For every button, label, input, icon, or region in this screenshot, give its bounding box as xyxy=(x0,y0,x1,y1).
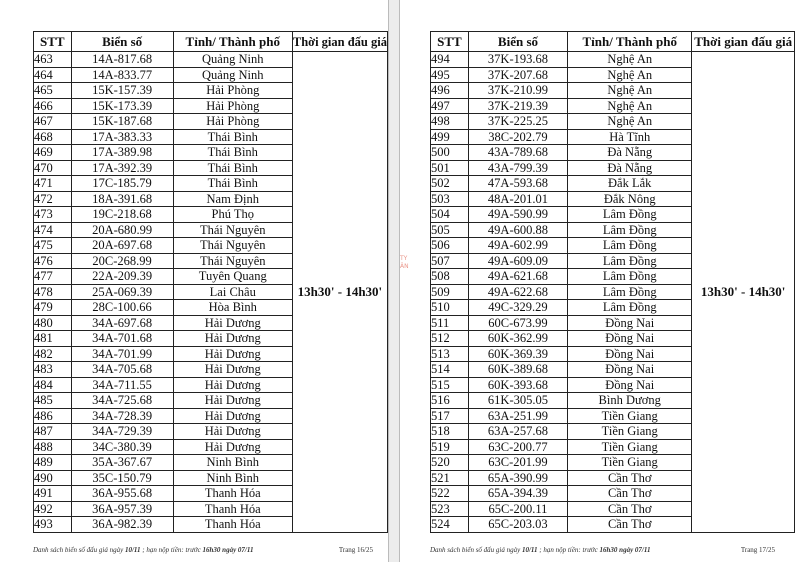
row-stt: 464 xyxy=(34,67,72,83)
table-header-row xyxy=(34,32,388,52)
row-city: Đồng Nai xyxy=(568,346,692,362)
row-stt: 510 xyxy=(431,300,469,316)
header-plate: Biển số xyxy=(71,32,173,52)
row-city: Thanh Hóa xyxy=(173,517,292,533)
page-number: Trang 16/25 xyxy=(338,546,373,554)
row-stt: 522 xyxy=(431,486,469,502)
row-plate: 49A-621.68 xyxy=(468,269,567,285)
row-plate: 18A-391.68 xyxy=(71,191,173,207)
row-plate: 17A-389.98 xyxy=(71,145,173,161)
table-row xyxy=(34,52,388,68)
row-city: Thái Nguyên xyxy=(173,253,292,269)
row-stt: 505 xyxy=(431,222,469,238)
row-plate: 37K-225.25 xyxy=(468,114,567,130)
row-city: Thái Bình xyxy=(173,145,292,161)
row-plate: 34A-728.39 xyxy=(71,408,173,424)
row-plate: 38C-202.79 xyxy=(468,129,567,145)
row-city: Cần Thơ xyxy=(568,501,692,517)
row-plate: 60K-369.39 xyxy=(468,346,567,362)
row-stt: 466 xyxy=(34,98,72,114)
row-city: Nghệ An xyxy=(568,83,692,99)
footer-date: 10/11 xyxy=(521,546,538,554)
row-plate: 35C-150.79 xyxy=(71,470,173,486)
row-stt: 493 xyxy=(34,517,72,533)
row-stt: 480 xyxy=(34,315,72,331)
row-plate: 20C-268.99 xyxy=(71,253,173,269)
row-city: Cần Thơ xyxy=(568,470,692,486)
row-plate: 37K-207.68 xyxy=(468,67,567,83)
row-stt: 521 xyxy=(431,470,469,486)
header-time: Thời gian đấu giá xyxy=(292,32,387,52)
row-plate: 65A-394.39 xyxy=(468,486,567,502)
page-footer-note xyxy=(430,546,650,554)
row-stt: 495 xyxy=(431,67,469,83)
row-stt: 514 xyxy=(431,362,469,378)
row-plate: 63C-200.77 xyxy=(468,439,567,455)
row-city: Hải Dương xyxy=(173,408,292,424)
row-city: Lâm Đồng xyxy=(568,269,692,285)
row-stt: 468 xyxy=(34,129,72,145)
row-stt: 475 xyxy=(34,238,72,254)
table-row xyxy=(431,52,795,68)
row-stt: 524 xyxy=(431,517,469,533)
row-city: Cần Thơ xyxy=(568,517,692,533)
row-plate: 34A-701.68 xyxy=(71,331,173,347)
row-plate: 15K-173.39 xyxy=(71,98,173,114)
row-stt: 471 xyxy=(34,176,72,192)
row-stt: 520 xyxy=(431,455,469,471)
auction-time-cell: 13h30' - 14h30' xyxy=(692,52,795,533)
row-stt: 488 xyxy=(34,439,72,455)
row-stt: 506 xyxy=(431,238,469,254)
row-city: Hải Dương xyxy=(173,393,292,409)
footer-deadline: 16h30 ngày 07/11 xyxy=(202,546,254,554)
row-city: Thái Bình xyxy=(173,176,292,192)
row-plate: 34A-729.39 xyxy=(71,424,173,440)
row-stt: 516 xyxy=(431,393,469,409)
row-stt: 511 xyxy=(431,315,469,331)
header-city: Tỉnh/ Thành phố xyxy=(568,32,692,52)
row-stt: 467 xyxy=(34,114,72,130)
table-header-row xyxy=(431,32,795,52)
row-stt: 477 xyxy=(34,269,72,285)
row-city: Hải Dương xyxy=(173,377,292,393)
row-city: Thái Bình xyxy=(173,129,292,145)
row-city: Thái Nguyên xyxy=(173,222,292,238)
row-plate: 49C-329.29 xyxy=(468,300,567,316)
row-stt: 492 xyxy=(34,501,72,517)
row-city: Phú Thọ xyxy=(173,207,292,223)
row-plate: 60K-389.68 xyxy=(468,362,567,378)
row-plate: 15K-157.39 xyxy=(71,83,173,99)
row-plate: 34A-705.68 xyxy=(71,362,173,378)
row-stt: 501 xyxy=(431,160,469,176)
row-city: Lâm Đồng xyxy=(568,238,692,254)
row-plate: 65C-203.03 xyxy=(468,517,567,533)
row-plate: 49A-609.09 xyxy=(468,253,567,269)
row-plate: 28C-100.66 xyxy=(71,300,173,316)
row-stt: 515 xyxy=(431,377,469,393)
row-city: Đà Nẵng xyxy=(568,160,692,176)
row-city: Bình Dương xyxy=(568,393,692,409)
row-plate: 36A-957.39 xyxy=(71,501,173,517)
row-stt: 485 xyxy=(34,393,72,409)
row-city: Ninh Bình xyxy=(173,455,292,471)
row-city: Đồng Nai xyxy=(568,377,692,393)
header-time: Thời gian đấu giá xyxy=(692,32,795,52)
row-city: Thanh Hóa xyxy=(173,486,292,502)
row-city: Thanh Hóa xyxy=(173,501,292,517)
row-stt: 509 xyxy=(431,284,469,300)
row-city: Hải Dương xyxy=(173,346,292,362)
row-stt: 517 xyxy=(431,408,469,424)
row-stt: 502 xyxy=(431,176,469,192)
row-plate: 37K-193.68 xyxy=(468,52,567,68)
row-city: Nghệ An xyxy=(568,114,692,130)
row-plate: 48A-201.01 xyxy=(468,191,567,207)
row-stt: 481 xyxy=(34,331,72,347)
row-stt: 478 xyxy=(34,284,72,300)
row-stt: 473 xyxy=(34,207,72,223)
row-city: Lâm Đồng xyxy=(568,207,692,223)
row-plate: 37K-210.99 xyxy=(468,83,567,99)
row-plate: 47A-593.68 xyxy=(468,176,567,192)
row-plate: 60K-393.68 xyxy=(468,377,567,393)
row-plate: 63A-257.68 xyxy=(468,424,567,440)
row-plate: 63C-201.99 xyxy=(468,455,567,471)
row-stt: 512 xyxy=(431,331,469,347)
row-stt: 523 xyxy=(431,501,469,517)
row-plate: 20A-697.68 xyxy=(71,238,173,254)
row-stt: 499 xyxy=(431,129,469,145)
row-city: Hải Phòng xyxy=(173,98,292,114)
row-plate: 43A-799.39 xyxy=(468,160,567,176)
row-stt: 486 xyxy=(34,408,72,424)
footer-middle: ; hạn nộp tiền: trước xyxy=(537,546,600,554)
header-stt: STT xyxy=(431,32,469,52)
footer-prefix: Danh sách biển số đấu giá ngày xyxy=(33,546,125,554)
row-city: Hòa Bình xyxy=(173,300,292,316)
row-plate: 37K-219.39 xyxy=(468,98,567,114)
row-city: Lâm Đồng xyxy=(568,284,692,300)
row-plate: 61K-305.05 xyxy=(468,393,567,409)
row-plate: 14A-833.77 xyxy=(71,67,173,83)
row-plate: 15K-187.68 xyxy=(71,114,173,130)
row-plate: 17C-185.79 xyxy=(71,176,173,192)
row-city: Hải Dương xyxy=(173,331,292,347)
row-stt: 504 xyxy=(431,207,469,223)
stamp-fragment: TY ÂN xyxy=(400,255,409,270)
row-city: Ninh Bình xyxy=(173,470,292,486)
row-city: Lâm Đồng xyxy=(568,222,692,238)
row-city: Nam Định xyxy=(173,191,292,207)
row-stt: 496 xyxy=(431,83,469,99)
document-page-16 xyxy=(0,0,389,562)
row-stt: 487 xyxy=(34,424,72,440)
row-stt: 513 xyxy=(431,346,469,362)
row-city: Nghệ An xyxy=(568,52,692,68)
row-city: Thái Nguyên xyxy=(173,238,292,254)
row-city: Hải Dương xyxy=(173,362,292,378)
footer-date: 10/11 xyxy=(124,546,141,554)
row-plate: 43A-789.68 xyxy=(468,145,567,161)
plate-table-left xyxy=(33,31,388,533)
row-stt: 507 xyxy=(431,253,469,269)
row-plate: 14A-817.68 xyxy=(71,52,173,68)
row-plate: 36A-955.68 xyxy=(71,486,173,502)
table-body-left xyxy=(34,52,388,533)
plate-table-right xyxy=(430,31,795,533)
row-city: Hải Dương xyxy=(173,424,292,440)
page-footer-note xyxy=(33,546,253,554)
row-plate: 65C-200.11 xyxy=(468,501,567,517)
row-city: Tiền Giang xyxy=(568,455,692,471)
row-city: Quảng Ninh xyxy=(173,67,292,83)
row-plate: 34A-725.68 xyxy=(71,393,173,409)
row-city: Quảng Ninh xyxy=(173,52,292,68)
row-stt: 500 xyxy=(431,145,469,161)
page-gap xyxy=(389,0,399,562)
footer-middle: ; hạn nộp tiền: trước xyxy=(140,546,203,554)
row-city: Tiền Giang xyxy=(568,439,692,455)
row-stt: 494 xyxy=(431,52,469,68)
row-plate: 34C-380.39 xyxy=(71,439,173,455)
row-plate: 25A-069.39 xyxy=(71,284,173,300)
header-city: Tỉnh/ Thành phố xyxy=(173,32,292,52)
row-city: Hải Phòng xyxy=(173,114,292,130)
document-page-17 xyxy=(399,0,795,562)
row-city: Hà Tĩnh xyxy=(568,129,692,145)
row-stt: 518 xyxy=(431,424,469,440)
row-city: Hải Phòng xyxy=(173,83,292,99)
row-plate: 19C-218.68 xyxy=(71,207,173,223)
table-body-right xyxy=(431,52,795,533)
row-city: Thái Bình xyxy=(173,160,292,176)
row-stt: 491 xyxy=(34,486,72,502)
row-city: Đắk Lắk xyxy=(568,176,692,192)
row-stt: 519 xyxy=(431,439,469,455)
row-plate: 36A-982.39 xyxy=(71,517,173,533)
row-city: Đồng Nai xyxy=(568,315,692,331)
row-plate: 20A-680.99 xyxy=(71,222,173,238)
row-plate: 34A-711.55 xyxy=(71,377,173,393)
row-plate: 60C-673.99 xyxy=(468,315,567,331)
row-city: Đà Nẵng xyxy=(568,145,692,161)
row-stt: 489 xyxy=(34,455,72,471)
row-city: Cần Thơ xyxy=(568,486,692,502)
row-plate: 49A-602.99 xyxy=(468,238,567,254)
row-stt: 474 xyxy=(34,222,72,238)
row-city: Nghệ An xyxy=(568,98,692,114)
row-plate: 17A-383.33 xyxy=(71,129,173,145)
row-stt: 479 xyxy=(34,300,72,316)
row-city: Đồng Nai xyxy=(568,362,692,378)
row-stt: 472 xyxy=(34,191,72,207)
row-plate: 35A-367.67 xyxy=(71,455,173,471)
row-city: Lâm Đồng xyxy=(568,300,692,316)
row-city: Đồng Nai xyxy=(568,331,692,347)
row-city: Đắk Nông xyxy=(568,191,692,207)
row-stt: 476 xyxy=(34,253,72,269)
row-stt: 484 xyxy=(34,377,72,393)
row-city: Tiền Giang xyxy=(568,424,692,440)
page-number: Trang 17/25 xyxy=(740,546,775,554)
row-plate: 34A-701.99 xyxy=(71,346,173,362)
row-stt: 498 xyxy=(431,114,469,130)
footer-deadline: 16h30 ngày 07/11 xyxy=(599,546,651,554)
row-plate: 22A-209.39 xyxy=(71,269,173,285)
row-stt: 469 xyxy=(34,145,72,161)
header-plate: Biển số xyxy=(468,32,567,52)
row-plate: 63A-251.99 xyxy=(468,408,567,424)
row-stt: 465 xyxy=(34,83,72,99)
row-plate: 17A-392.39 xyxy=(71,160,173,176)
row-plate: 49A-590.99 xyxy=(468,207,567,223)
row-stt: 503 xyxy=(431,191,469,207)
row-stt: 483 xyxy=(34,362,72,378)
header-stt: STT xyxy=(34,32,72,52)
row-stt: 482 xyxy=(34,346,72,362)
row-plate: 49A-600.88 xyxy=(468,222,567,238)
row-city: Tiền Giang xyxy=(568,408,692,424)
row-stt: 463 xyxy=(34,52,72,68)
row-city: Lâm Đồng xyxy=(568,253,692,269)
row-city: Hải Dương xyxy=(173,315,292,331)
row-city: Lai Châu xyxy=(173,284,292,300)
row-stt: 508 xyxy=(431,269,469,285)
row-plate: 34A-697.68 xyxy=(71,315,173,331)
row-city: Tuyên Quang xyxy=(173,269,292,285)
row-plate: 49A-622.68 xyxy=(468,284,567,300)
row-plate: 65A-390.99 xyxy=(468,470,567,486)
footer-prefix: Danh sách biển số đấu giá ngày xyxy=(430,546,522,554)
row-city: Hải Dương xyxy=(173,439,292,455)
row-stt: 497 xyxy=(431,98,469,114)
row-stt: 470 xyxy=(34,160,72,176)
row-plate: 60K-362.99 xyxy=(468,331,567,347)
row-stt: 490 xyxy=(34,470,72,486)
row-city: Nghệ An xyxy=(568,67,692,83)
auction-time-cell: 13h30' - 14h30' xyxy=(292,52,387,533)
